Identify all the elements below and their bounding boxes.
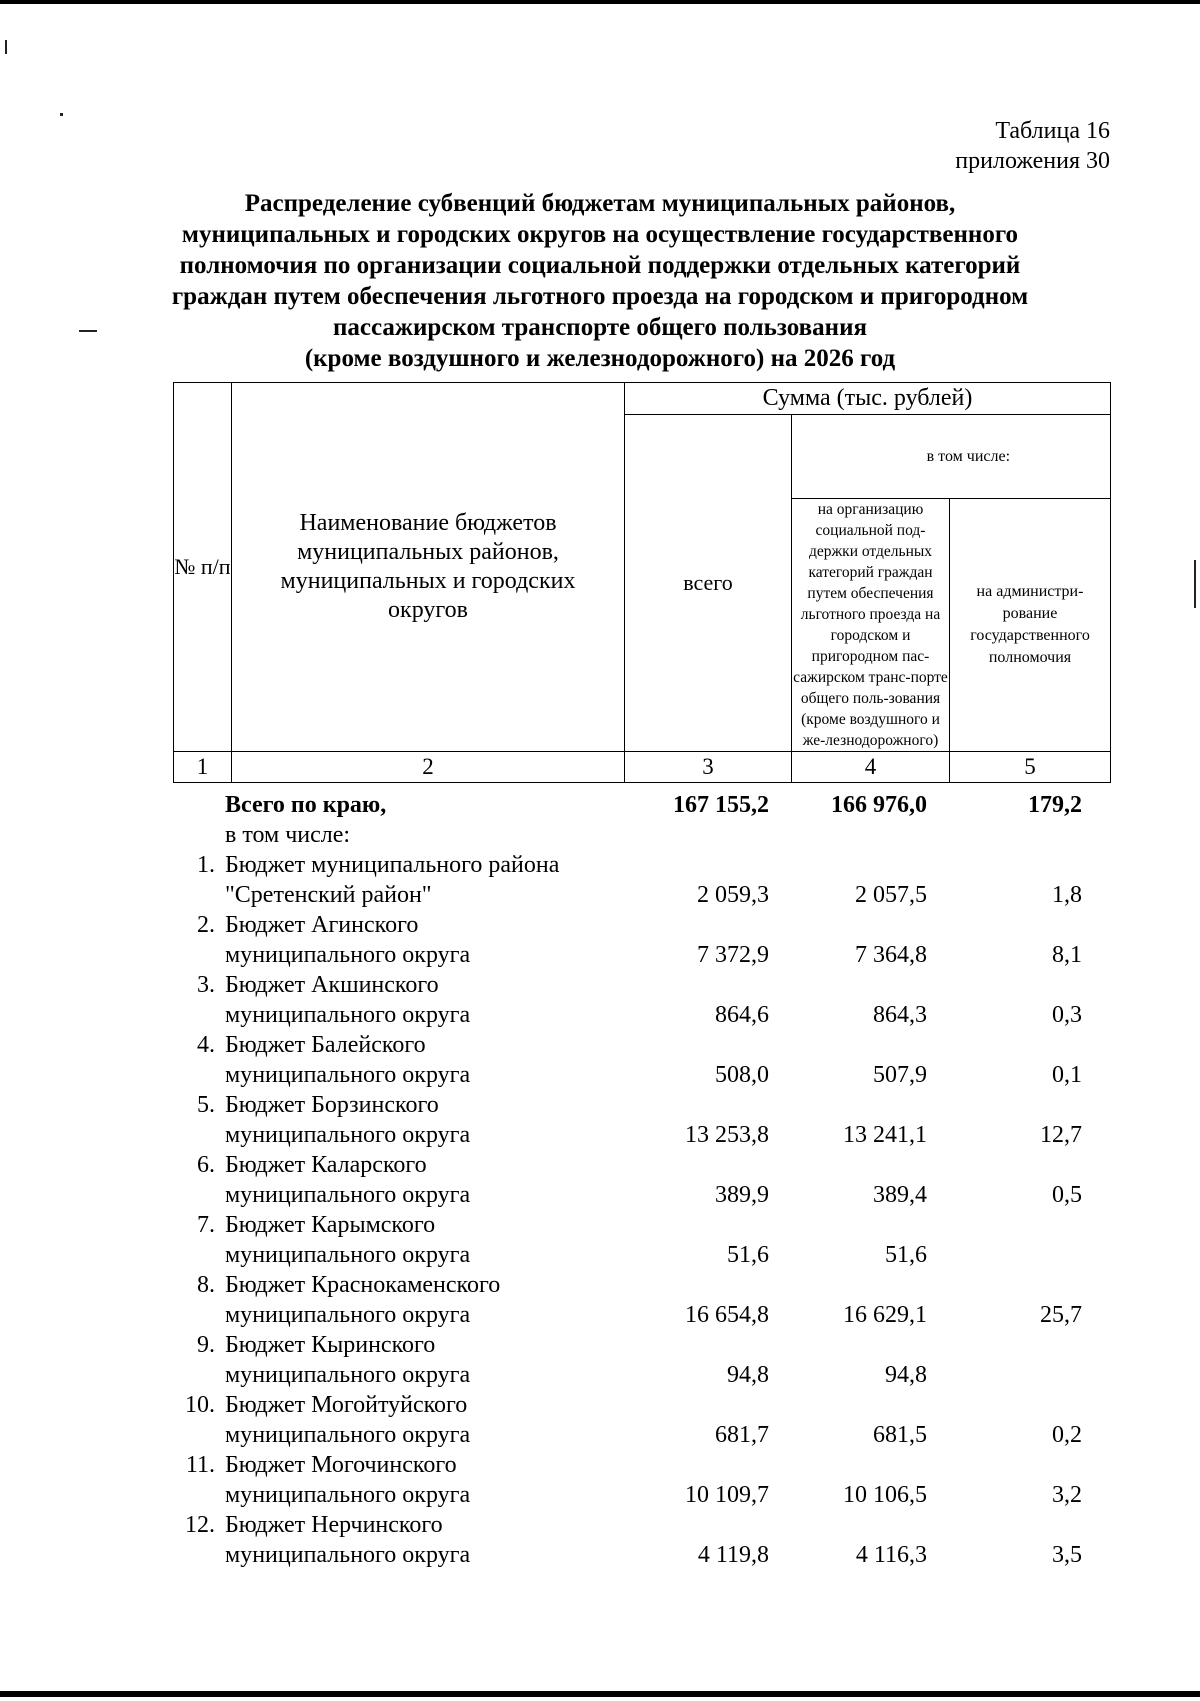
row-name-line1: Бюджет Кыринского [225, 1332, 436, 1358]
row-name-line2: муниципального округа [225, 1542, 471, 1568]
row-name-line2: муниципального округа [225, 1422, 471, 1448]
row-number: 6. [197, 1152, 215, 1178]
row-v3: 4 119,8 [697, 1542, 769, 1568]
subtitle-row [173, 820, 1110, 850]
row-name-line2: муниципального округа [225, 1482, 471, 1508]
title-line: граждан путем обеспечения льготного проезда на городском и пригородном [171, 283, 1029, 310]
scan-speck [1194, 560, 1196, 608]
row-name-line1: Бюджет Борзинского [225, 1092, 439, 1118]
row-v3: 13 253,8 [685, 1122, 769, 1148]
row-name-line1: Бюджет Краснокаменского [225, 1272, 501, 1298]
row-v3: 508,0 [715, 1062, 769, 1088]
table-row [173, 1510, 1110, 1570]
total-v3: 167 155,2 [673, 792, 769, 818]
row-name-line2: "Сретенский район" [225, 882, 432, 908]
row-v5: 12,7 [1040, 1122, 1082, 1148]
row-number: 1. [197, 852, 215, 878]
row-name-line2: муниципального округа [225, 1002, 471, 1028]
table-row [173, 1330, 1110, 1390]
table-row [173, 1090, 1110, 1150]
scan-speck [79, 330, 97, 332]
total-label: Всего по краю, [225, 792, 387, 818]
row-v5: 8,1 [1052, 942, 1082, 968]
row-name-line2: муниципального округа [225, 1242, 471, 1268]
header-col4: на организацию социальной под-держки отдельных категорий граждан путем обеспечения льготного проезда на городском и пригородном пас-сажирском транс-порте общего поль-зования (кроме воздушного и же-лезнодорожного) [792, 499, 950, 752]
row-v4: 389,4 [873, 1182, 927, 1208]
scan-top-border [0, 0, 1200, 4]
row-name-line1: Бюджет Балейского [225, 1032, 426, 1058]
row-name-line2: муниципального округа [225, 1182, 471, 1208]
table-row [173, 1150, 1110, 1210]
row-v5: 0,1 [1052, 1062, 1082, 1088]
row-number: 2. [197, 912, 215, 938]
table-caption [955, 116, 1110, 176]
row-v5: 0,3 [1052, 1002, 1082, 1028]
row-number: 5. [197, 1092, 215, 1118]
row-number: 9. [197, 1332, 215, 1358]
row-v3: 2 059,3 [697, 882, 769, 908]
row-v4: 13 241,1 [843, 1122, 927, 1148]
row-v4: 681,5 [873, 1422, 927, 1448]
row-v4: 10 106,5 [843, 1482, 927, 1508]
row-v4: 4 116,3 [855, 1542, 927, 1568]
total-v4: 166 976,0 [831, 792, 927, 818]
scan-bottom-border [0, 1691, 1200, 1697]
row-v4: 7 364,8 [855, 942, 927, 968]
row-v4: 16 629,1 [843, 1302, 927, 1328]
document-title [150, 188, 1050, 374]
row-name-line2: муниципального округа [225, 1362, 471, 1388]
row-number: 8. [197, 1272, 215, 1298]
title-line: пассажирском транспорте общего пользования [332, 314, 868, 341]
row-v5: 25,7 [1040, 1302, 1082, 1328]
header-all: всего [625, 415, 792, 752]
header-sum: Сумма (тыс. рублей) [625, 383, 1111, 415]
caption-appendix: приложения 30 [955, 148, 1110, 174]
header-col5: на администри-рование государственного полномочия [950, 499, 1111, 752]
col-number: 2 [232, 752, 625, 783]
total-v5: 179,2 [1028, 792, 1082, 818]
row-name-line2: муниципального округа [225, 1122, 471, 1148]
row-v4: 507,9 [873, 1062, 927, 1088]
row-v3: 864,6 [715, 1002, 769, 1028]
header-name: Наименование бюджетов муниципальных районов, муниципальных и городских округов [232, 383, 625, 752]
row-name-line1: Бюджет Каларского [225, 1152, 427, 1178]
table-row [173, 1270, 1110, 1330]
row-name-line1: Бюджет Карымского [225, 1212, 436, 1238]
row-number: 7. [197, 1212, 215, 1238]
row-v3: 681,7 [715, 1422, 769, 1448]
row-name-line2: муниципального округа [225, 1062, 471, 1088]
caption-table-number: Таблица 16 [995, 118, 1110, 144]
col-number: 1 [174, 752, 232, 783]
row-v5: 3,5 [1052, 1542, 1082, 1568]
row-number: 10. [185, 1392, 215, 1418]
row-v5: 1,8 [1052, 882, 1082, 908]
subtitle-text: в том числе: [225, 822, 351, 848]
row-number: 4. [197, 1032, 215, 1058]
row-v3: 94,8 [727, 1362, 769, 1388]
row-v4: 94,8 [885, 1362, 927, 1388]
row-name-line2: муниципального округа [225, 942, 471, 968]
col-number: 3 [625, 752, 792, 783]
row-v3: 51,6 [727, 1242, 769, 1268]
scan-speck [5, 40, 7, 54]
row-v3: 389,9 [715, 1182, 769, 1208]
row-name-line1: Бюджет Могочинского [225, 1452, 457, 1478]
table-body [173, 790, 1110, 1570]
table-row [173, 1450, 1110, 1510]
table-row [173, 850, 1110, 910]
row-v5: 0,2 [1052, 1422, 1082, 1448]
row-name-line1: Бюджет Нерчинского [225, 1512, 443, 1538]
table-row [173, 910, 1110, 970]
row-number: 12. [185, 1512, 215, 1538]
row-name-line1: Бюджет Акшинского [225, 972, 439, 998]
header-including: в том числе: [792, 415, 1111, 499]
row-v4: 2 057,5 [855, 882, 927, 908]
row-name-line1: Бюджет муниципального района [225, 852, 560, 878]
data-rows [173, 850, 1110, 1570]
table-row [173, 1030, 1110, 1090]
row-number: 11. [185, 1452, 215, 1478]
title-line: муниципальных и городских округов на осуществление государственного [181, 221, 1019, 248]
row-name-line2: муниципального округа [225, 1302, 471, 1328]
table-row [173, 1390, 1110, 1450]
row-name-line1: Бюджет Могойтуйского [225, 1392, 468, 1418]
title-line: (кроме воздушного и железнодорожного) на 2026 год [304, 345, 896, 372]
total-row [173, 790, 1110, 820]
header-num: № п/п [174, 383, 232, 752]
table-row [173, 970, 1110, 1030]
row-number: 3. [197, 972, 215, 998]
row-name-line1: Бюджет Агинского [225, 912, 419, 938]
row-v5: 0,5 [1052, 1182, 1082, 1208]
title-line: Распределение субвенций бюджетам муниципальных районов, [244, 190, 956, 217]
row-v4: 51,6 [885, 1242, 927, 1268]
col-number: 4 [792, 752, 950, 783]
row-v5: 3,2 [1052, 1482, 1082, 1508]
row-v3: 7 372,9 [697, 942, 769, 968]
scan-speck [60, 113, 63, 116]
title-line: полномочия по организации социальной поддержки отдельных категорий [179, 252, 1021, 279]
row-v4: 864,3 [873, 1002, 927, 1028]
table-header [173, 382, 1111, 783]
row-v3: 10 109,7 [685, 1482, 769, 1508]
row-v3: 16 654,8 [685, 1302, 769, 1328]
table-row [173, 1210, 1110, 1270]
col-number: 5 [950, 752, 1111, 783]
